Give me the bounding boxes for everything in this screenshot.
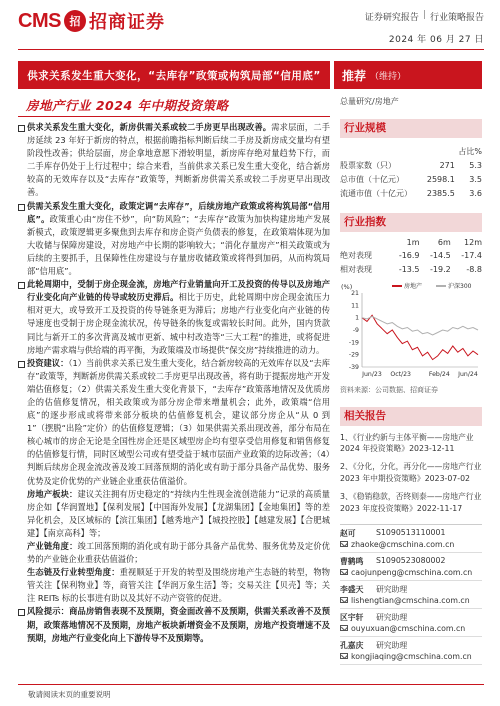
analyst-name: 区宇轩 (340, 612, 364, 622)
y-tick-label: 21 (351, 289, 359, 297)
body-paragraph: 此轮周期中，受制于房企现金流，房地产行业销量向开工及投资的传导以及房地产行业变化向产业链的传导或较历史滞后。相比于历史，此轮周期中房企现金流压力相对更大，或导致开工及投资的传导链条更为滞后；房地产行业变化向产业链的传导速度也受制于房企现金流状况，传导链条的恢复或需较长时间。此外，国内货款同比与新开工的多次背离及城市更新、城中村改造等“三大工程”的推进，或将促进房地产需求端与供给端的再平衡，为政策端及市场提供“保交房”持续推进的动力。 (18, 278, 330, 357)
related-report-item[interactable]: 1、《行业约新与主体平衡——房地产业 2024 年投资策略》2023-12-11 (340, 432, 474, 453)
body-paragraph: 供需关系发生重大变化，政策定调“去库存”，后续房地产政策或将构筑局部“信用底”。政策重心由“房住不炒”，向“防风险”；“去库存”政策为加快构建房地产发展新模式，政策逻辑更多聚焦到去库存和房企资产负债表的修复，在政策端体现为加大收储与保障房建设，对房地产中长期的影响较大；“消化存量房产”相关政策或为后续的主要抓手，且保障性住房建设与存量房收储政策或将得到加码，从而构筑局部“信用底”。 (18, 200, 330, 279)
x-tick-label: Jun/24 (458, 370, 478, 378)
analyst-email[interactable] (340, 540, 482, 553)
analyst-email-text: caojunpeng@cmschina.com.cn (351, 567, 473, 577)
y-tick-label: 11 (351, 301, 359, 309)
body-paragraph: 投资建议：（1）当前供求关系已发生重大变化，结合新房较高的无效库存以及“去库存”政策等，判断新房供需关系或较二手房更早出现改善，将有助于提振房地产开发端估值修复；（2）供需关系发生重大变化背景下，“去库存”政策落地情况及优质房企的估值修复情况，相关政策或为部分房企带来增量机会；此外，政策端“信用底”的逐步形成或将带来部分板块的估值修复机会，建议部分房企从“从 0 到 1”（摆脱“出险”定价）的估值修复逻辑；（3）如果供需关系出现改善，部分布局在核心城市的房企无论是全国性房企还是区域型房企均有望享受信用修复和销售修复的估值修复行情，同时区域型公司或有望受益于城市层面产业政策的边际改善；（4）判断后续房企现金流改善及竣工回落预期的消化或有助于部分具备产品优势、服务优势及定价优势的产业链企业重获估值溢价。 (18, 357, 330, 488)
analyst-role: 研究助理 (376, 612, 408, 622)
footer-divider (18, 684, 484, 685)
analyst-cert-id: S1090513110001 (376, 527, 446, 537)
analyst-cert-id: S1090523080002 (376, 555, 446, 565)
pct-header: 占比% (458, 146, 482, 156)
series-line-房地产 (362, 315, 478, 359)
rating-note: （维持） (370, 71, 407, 82)
analyst-row (340, 553, 482, 568)
analyst-row (340, 609, 482, 624)
mail-icon (340, 625, 348, 631)
logo-cn-text: 招商证券 (88, 12, 165, 33)
related-reports (340, 432, 482, 514)
x-tick-label: Jun/23 (362, 370, 382, 378)
subtitle-divider (18, 116, 330, 117)
y-tick-label: -29 (348, 351, 359, 359)
footer-note: 敬请阅读末页的重要说明 (28, 690, 111, 699)
index-table (340, 237, 482, 277)
y-tick-label: -19 (348, 338, 359, 346)
analyst-role: 研究助理 (376, 640, 408, 650)
report-type: 证券研究报告 (364, 13, 419, 23)
analyst-role: 研究助理 (376, 584, 408, 594)
mail-icon (340, 597, 348, 603)
legend-swatch (436, 285, 446, 287)
y-tick-label: 1 (355, 314, 359, 322)
report-meta (365, 10, 484, 45)
x-tick-label: Feb/24 (428, 370, 450, 378)
body-paragraph: 风险提示：商品房销售表现不及预期，资金面改善不及预期，供需关系改善不及预期，政策落地情况不及预期，房地产板块新增资金不及预期，房地产投资增速不及预期，房地产行业变化向上下游传导不及预期等。 (18, 605, 330, 644)
analyst-email[interactable] (340, 596, 482, 609)
analyst-name: 孔嘉庆 (340, 640, 364, 650)
index-row: 绝对表现 -16.9 -14.5 -17.4 (340, 251, 482, 260)
analyst-name: 李盛天 (340, 584, 364, 594)
report-subtitle: 房地产行业 2024 年中期投资策略 (26, 98, 229, 113)
y-tick-label: -39 (348, 363, 359, 371)
body-paragraph: 生态链及行业转型角度：重视顺延于开发的转型及围绕房地产生态链的转型，物物管关注【保利物业】等，商管关注【华润万象生活】等；交易关注【贝壳】等；关注 REITs 标的长事进有助以及其好不动产资管的促进。 (27, 567, 330, 604)
report-date: 2024 年 06 月 27 日 (388, 35, 484, 45)
rating-box (334, 61, 482, 89)
analyst-list (340, 524, 482, 665)
analyst-email-text: kongjiaqing@cmschina.com.cn (351, 651, 472, 661)
mail-icon (340, 653, 348, 659)
body-paragraph: 产业链角度：竣工回落预期的消化或有助于部分具备产品优势、服务优势及定价优势的产业链企业重获估值溢价； (27, 541, 330, 565)
report-header (0, 0, 500, 52)
meta-separator: | (422, 10, 426, 20)
analyst-row (340, 525, 482, 540)
sidebar (340, 96, 482, 665)
analyst-row (340, 637, 482, 652)
logo-cms-text: CMS (18, 9, 61, 32)
body-paragraph: 房地产板块：建议关注拥有历史稳定的“持续内生性现金流创造能力”记录的高质量房企如【华润置地】【保利发展】【中国海外发展】【龙湖集团】【金地集团】等的差异化机会，及区域标的【滨江集团】【越秀地产】【城投控股】【越建发展】【合肥城建】【南京高科】等； (27, 488, 330, 538)
analyst-name: 曹鹤鸣 (340, 556, 364, 566)
industry-label: 总量研究/房地产 (340, 97, 399, 106)
header-divider (18, 49, 484, 50)
analyst-email[interactable] (340, 624, 482, 637)
analyst-name: 赵可 (340, 528, 356, 538)
mail-icon (340, 569, 348, 575)
x-tick-label: Oct/23 (390, 370, 411, 378)
cms-logo (18, 8, 165, 34)
index-chart (340, 281, 482, 383)
report-title-banner: 供求关系发生重大变化，“去库存”政策或构筑局部“信用底” (18, 61, 330, 89)
scale-row: 总市值（十亿元） 2598.1 3.5 (340, 175, 482, 184)
index-header-row: 1m 6m 12m (406, 238, 482, 247)
analyst-email[interactable] (340, 568, 482, 581)
analyst-email-text: ouyuxuan@cmschina.com.cn (351, 623, 466, 633)
scale-row: 股票家数（只） 271 5.3 (340, 161, 482, 170)
mail-icon (340, 541, 348, 547)
legend-swatch (392, 285, 402, 287)
index-row: 相对表现 -13.5 -19.2 -8.8 (340, 265, 482, 274)
chart-unit-label: (%) (341, 282, 353, 291)
analyst-row (340, 581, 482, 596)
legend-label: 房地产 (404, 282, 423, 290)
related-report-item[interactable]: 2、《分化，分化，再分化——房地产行业 2023 年中期投资策略》2023-07-02 (340, 462, 482, 483)
scale-section-title: 行业规模 (340, 119, 482, 138)
body-paragraph: 供求关系发生重大变化，新房供需关系或较二手房更早出现改善。需求层面，二手房延续 23 年好于新房的特点，根据前瞻指标判断后续二手房及新房成交量均有望阶段性改善；供给层面，房企拿地意愿下滑较明显，新房库存绝对量趋势下行，而二手库存仍处于上行过程中；综合来看，当前供求关系已发生重大变化，结合新房较高的无效库存以及“去库存”政策等，判断新房供需关系或较二手房更早出现改善。 (18, 121, 330, 200)
analyst-email[interactable] (340, 652, 482, 665)
related-section-title: 相关报告 (340, 407, 482, 426)
logo-badge-icon: 招 (64, 10, 86, 32)
y-tick-label: -9 (352, 326, 359, 334)
legend-label: 沪深300 (448, 282, 472, 290)
index-chart-svg (340, 281, 482, 383)
chart-source: 资料来源：公司数据、招商证券 (340, 385, 438, 394)
related-report-item[interactable]: 3、《稳销稳款，否终则泰——房地产行业 2023 年度投资策略》2022-11-17 (340, 492, 482, 513)
report-category: 行业策略报告 (429, 13, 484, 23)
rating-label: 推荐 (342, 68, 367, 83)
analyst-email-text: lishengtian@cmschina.com.cn (351, 595, 470, 605)
analyst-email-text: zhaoke@cmschina.com.cn (351, 539, 455, 549)
index-section-title: 行业指数 (340, 213, 482, 232)
report-body (18, 121, 330, 669)
scale-table (340, 144, 482, 201)
scale-row: 流通市值（十亿元） 2385.5 3.6 (340, 189, 482, 198)
